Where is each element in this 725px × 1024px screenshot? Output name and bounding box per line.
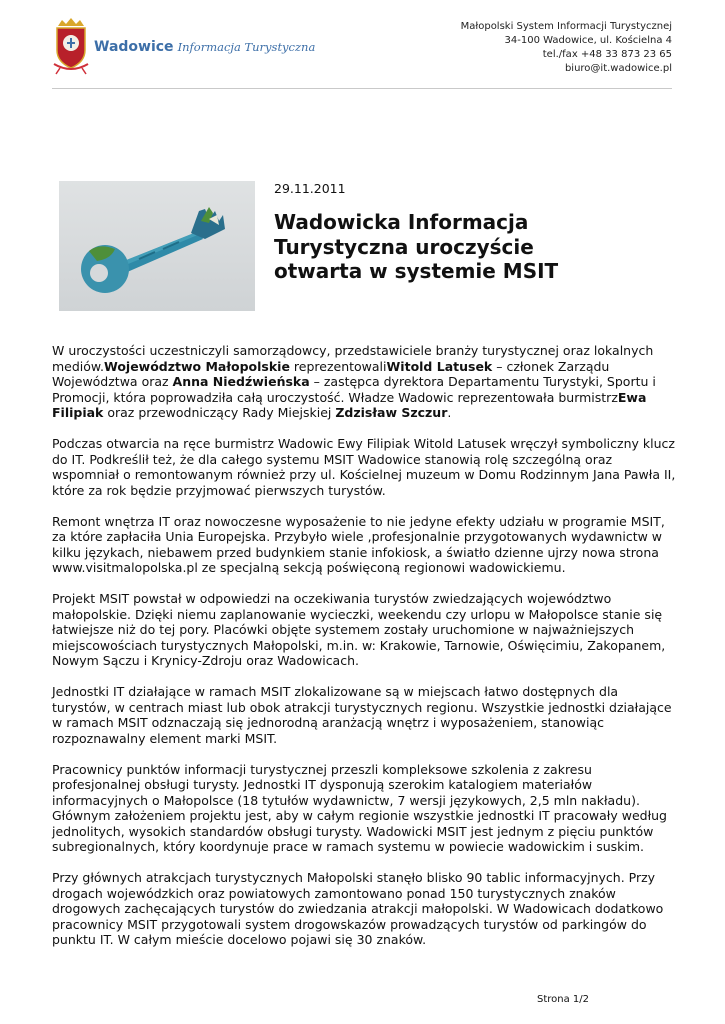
contact-email: biuro@it.wadowice.pl	[564, 63, 672, 74]
page-header	[0, 0, 725, 95]
text-run: .	[447, 405, 452, 420]
paragraph-7: Przy głównych atrakcjach turystycznych Małopolski stanęło blisko 90 tablic informacyjnych. Przy drogach wojewódzkich oraz powiatowych zamontowano ponad 150 turystycznych znaków drogowych zachęcających turystów do zwiedzania atrakcji małopolski. W Wadowicach dodatkowo pracownicy MSIT przygotowali system drogowskazów prowadzących turystów od parkingów do punktu IT. W całym mieście docelowo pojawi się 30 znaków.	[52, 870, 664, 947]
paragraph-1	[52, 343, 677, 421]
logo-text	[94, 36, 315, 55]
bold-run: Witold Latusek	[386, 358, 493, 374]
contact-phone: tel./fax +48 33 873 23 65	[542, 49, 672, 60]
text-run: oraz przewodniczący Rady Miejskiej	[103, 405, 336, 420]
text-run: reprezentowali	[289, 358, 387, 374]
text-run: – członek Zarządu Województwa oraz	[52, 358, 610, 389]
ceramic-key-icon	[59, 181, 255, 311]
page-number: Strona 1/2	[537, 994, 590, 1005]
article-photo	[59, 181, 255, 311]
paragraph-5: Jednostki IT działające w ramach MSIT zlokalizowane są w miejscach łatwo dostępnych dla turystów, w centrach miast lub obok atrakcji turystycznych regionu. Wszystkie jednostki działające w ramach MSIT odznaczają się jednorodną aranżacją wnętrz i wyposażeniem, stanowiąc rozpoznawalny element marki MSIT.	[52, 684, 672, 746]
bold-run: Ewa Filipiak	[52, 389, 647, 420]
article-date: 29.11.2011	[274, 181, 346, 196]
paragraph-6: Pracownicy punktów informacji turystycznej przeszli kompleksowe szkolenia z zakresu profesjonalnej obsługi turysty. Jednostki IT dysponują szerokim katalogiem materiałów informacyjnych o Małopolsce (18 tytułów wydawnictw, 7 wersji językowych, 2,5 mln nakładu). Głównym założeniem projektu jest, aby w całym regionie wszystkie jednostki IT pracowały według jednolitych, wysokich standardów obsługi turysty. Wadowicki MSIT jest jednym z pięciu punktów subregionalnych, który koordynuje prace w ramach systemu w powiecie wadowickim i suskim.	[52, 761, 667, 854]
contact-address: 34-100 Wadowice, ul. Kościelna 4	[504, 35, 672, 46]
article-title: Wadowicka Informacja Turystyczna uroczyście otwarta w systemie MSIT	[274, 210, 559, 283]
logo-name: Wadowice	[94, 39, 174, 55]
paragraph-3: Remont wnętrza IT oraz nowoczesne wyposażenie to nie jedyne efekty udziału w programie MSIT, za które zapłaciła Unia Europejska. Przybyło wiele ,profesjonalnie przygotowanych wydawnictw w kilku językach, niebawem przed budynkiem stanie infokiosk, a światło dzienne ujrzy nowa strona www.visitmalopolska.pl ze specjalną sekcją poświęconą regionowi wadowickiemu.	[52, 513, 665, 575]
logo-subtitle: Informacja Turystyczna	[177, 40, 316, 54]
paragraph-4: Projekt MSIT powstał w odpowiedzi na oczekiwania turystów zwiedzających województwo małopolskie. Dzięki niemu zaplanowanie wycieczki, weekendu czy urlopu w Małopolsce stanie się łatwiejsze niż do tej pory. Placówki objęte systemem zostały uruchomione w najważniejszych miejscowościach turystycznych Małopolski, m.in. w: Krakowie, Tarnowie, Oświęcimiu, Zakopanem, Nowym Sączu i Krynicy-Zdroju oraz Wadowicach.	[52, 591, 666, 668]
logo	[52, 16, 316, 76]
bold-run: Anna Niedźwieńska	[172, 374, 310, 389]
bold-run: Zdzisław Szczur	[335, 405, 448, 420]
contact-block	[461, 20, 672, 76]
header-divider	[52, 88, 672, 89]
contact-org: Małopolski System Informacji Turystycznej	[460, 21, 672, 32]
bold-run: Województwo Małopolskie	[103, 358, 290, 374]
coat-of-arms-icon	[52, 16, 90, 76]
text-run: W uroczystości uczestniczyli samorządowcy, przedstawiciele branży turystycznej oraz lokalnych mediów.	[52, 343, 654, 374]
text-run: – zastępca dyrektora Departamentu Turystyki, Sportu i Promocji, która poprowadziła całą uroczystość. Władze Wadowic reprezentowała burmistrz	[52, 374, 656, 405]
article-body	[52, 343, 677, 963]
paragraph-2: Podczas otwarcia na ręce burmistrz Wadowic Ewy Filipiak Witold Latusek wręczył symboliczny klucz do IT. Podkreślił też, że dla całego systemu MSIT Wadowice stanowią rolę szczególną oraz wspomniał o remontowanym również przy ul. Kościelnej muzeum w Domu Rodzinnym Jana Pawła II, które za rok będzie przyjmować pierwszych turystów.	[52, 436, 676, 498]
